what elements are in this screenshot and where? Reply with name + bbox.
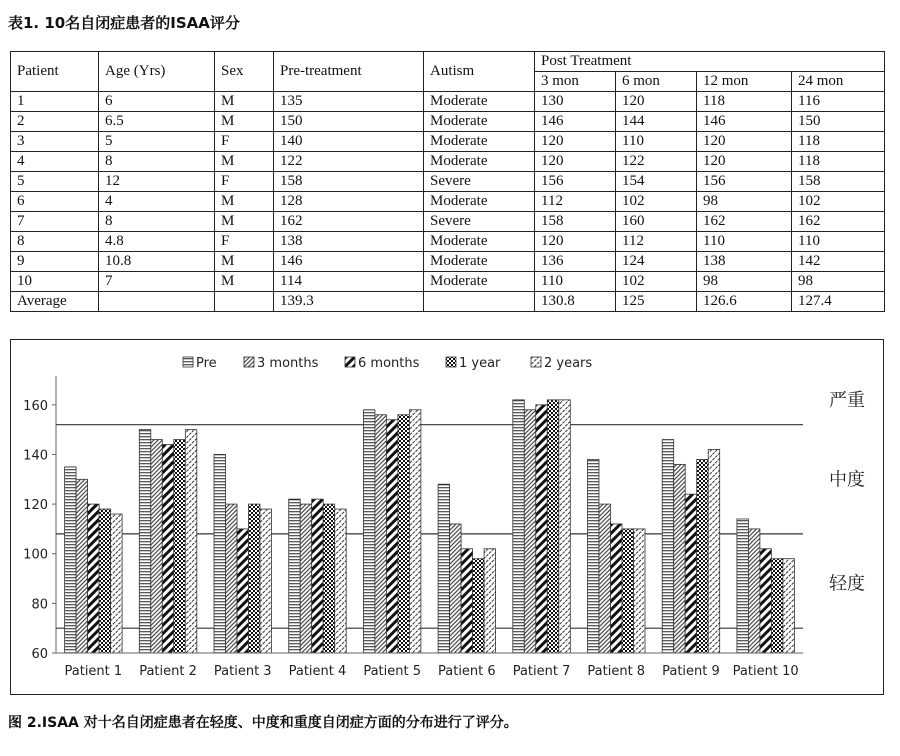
table-cell: 116 — [792, 92, 885, 112]
table-cell: 6.5 — [99, 112, 215, 132]
table-cell: 4 — [99, 192, 215, 212]
table-cell: 4 — [11, 152, 99, 172]
y-tick-label: 160 — [23, 398, 48, 414]
table-cell: 120 — [535, 152, 616, 172]
bar — [783, 559, 795, 653]
x-tick-label: Patient 4 — [288, 664, 347, 679]
x-tick-label: Patient 8 — [587, 664, 646, 679]
bar — [214, 454, 226, 653]
table-row — [11, 212, 885, 232]
table-cell: F — [215, 172, 274, 192]
table-row — [11, 292, 885, 312]
table-cell: 110 — [697, 232, 792, 252]
table-cell: 146 — [535, 112, 616, 132]
table-cell: 140 — [274, 132, 424, 152]
bar — [674, 464, 686, 653]
bar — [708, 449, 720, 653]
bar — [174, 440, 186, 653]
table-cell: M — [215, 152, 274, 172]
table-cell: Moderate — [424, 132, 535, 152]
bar — [634, 529, 646, 653]
bar — [473, 559, 485, 653]
table-cell: 7 — [11, 212, 99, 232]
table-cell: 112 — [616, 232, 697, 252]
bar-chart — [11, 340, 882, 693]
x-tick-label: Patient 2 — [139, 664, 197, 679]
table-row — [11, 252, 885, 272]
table-cell: 138 — [274, 232, 424, 252]
table-cell: 127.4 — [792, 292, 885, 312]
table-cell: M — [215, 92, 274, 112]
table-cell: Moderate — [424, 112, 535, 132]
bar — [139, 430, 151, 653]
table-cell — [215, 292, 274, 312]
table-cell: 6 — [99, 92, 215, 112]
table-cell: 112 — [535, 192, 616, 212]
table-cell: 118 — [792, 132, 885, 152]
table-cell: 122 — [274, 152, 424, 172]
bar — [335, 509, 347, 653]
y-tick-label: 120 — [23, 498, 48, 514]
table-cell: 118 — [792, 152, 885, 172]
bar — [662, 440, 674, 653]
legend-label: 1 year — [459, 356, 501, 371]
bar — [748, 529, 760, 653]
header-patient: Patient — [11, 52, 99, 92]
table-cell: 102 — [616, 272, 697, 292]
bar — [450, 524, 462, 653]
table-cell: Moderate — [424, 232, 535, 252]
table-cell: 162 — [792, 212, 885, 232]
bar — [363, 410, 375, 653]
table-cell: 142 — [792, 252, 885, 272]
table-row — [11, 272, 885, 292]
table-cell: 8 — [99, 212, 215, 232]
bar — [386, 420, 398, 653]
header-post-treatment: Post Treatment — [535, 52, 885, 72]
table-cell: 114 — [274, 272, 424, 292]
table-cell: 120 — [616, 92, 697, 112]
table-cell: 130.8 — [535, 292, 616, 312]
table-cell: M — [215, 212, 274, 232]
x-tick-label: Patient 1 — [64, 664, 123, 679]
table-caption: 表1. 10名自闭症患者的ISAA评分 — [8, 14, 240, 32]
bar — [461, 549, 473, 653]
bar — [559, 400, 571, 653]
table-cell: 139.3 — [274, 292, 424, 312]
bar — [162, 445, 174, 653]
table-cell: 98 — [792, 272, 885, 292]
table-cell: 4.8 — [99, 232, 215, 252]
table-cell: 10.8 — [99, 252, 215, 272]
bar — [737, 519, 749, 653]
bar — [536, 405, 548, 653]
table-cell: 126.6 — [697, 292, 792, 312]
table-cell: 160 — [616, 212, 697, 232]
bar — [524, 410, 536, 653]
table-cell: Moderate — [424, 272, 535, 292]
table-cell: 120 — [697, 152, 792, 172]
table-cell: F — [215, 232, 274, 252]
table-cell: 125 — [616, 292, 697, 312]
bar — [513, 400, 525, 653]
y-tick-label: 100 — [23, 547, 48, 563]
severity-label: 中度 — [829, 469, 865, 491]
x-axis — [56, 653, 803, 679]
table-row — [11, 132, 885, 152]
table-cell: 10 — [11, 272, 99, 292]
table-cell: Moderate — [424, 92, 535, 112]
table-row — [11, 112, 885, 132]
table-cell: 120 — [697, 132, 792, 152]
bar — [685, 494, 697, 653]
table-cell — [424, 292, 535, 312]
header-6-mon: 6 mon — [616, 72, 697, 92]
table-cell: M — [215, 252, 274, 272]
table-cell: 150 — [792, 112, 885, 132]
figure-caption: 图 2.ISAA 对十名自闭症患者在轻度、中度和重度自闭症方面的分布进行了评分。 — [8, 715, 518, 731]
table-cell: 110 — [616, 132, 697, 152]
x-tick-label: Patient 3 — [213, 664, 272, 679]
isaa-score-table — [10, 51, 885, 312]
table-cell: 150 — [274, 112, 424, 132]
table-cell: Average — [11, 292, 99, 312]
legend-label: 6 months — [358, 356, 420, 371]
severity-label: 轻度 — [829, 573, 865, 595]
table-cell: Moderate — [424, 152, 535, 172]
table-cell: 9 — [11, 252, 99, 272]
table-cell — [99, 292, 215, 312]
bar — [65, 467, 77, 653]
bar — [237, 529, 249, 653]
x-tick-label: Patient 9 — [662, 664, 720, 679]
bar — [375, 415, 387, 653]
bar — [289, 499, 301, 653]
table-cell: 135 — [274, 92, 424, 112]
bar — [588, 459, 600, 653]
table-cell: 7 — [99, 272, 215, 292]
table-cell: 6 — [11, 192, 99, 212]
severity-label: 严重 — [829, 389, 865, 411]
table-cell: 110 — [535, 272, 616, 292]
table-cell: 162 — [697, 212, 792, 232]
y-tick-label: 60 — [31, 647, 48, 662]
bar — [760, 549, 772, 653]
header-24-mon: 24 mon — [792, 72, 885, 92]
bar — [484, 549, 496, 653]
bars — [65, 400, 795, 653]
table-cell: 130 — [535, 92, 616, 112]
table-row — [11, 152, 885, 172]
header-3-mon: 3 mon — [535, 72, 616, 92]
table-cell: 2 — [11, 112, 99, 132]
table-body — [11, 92, 885, 312]
bar — [599, 504, 611, 653]
header-pre-treatment: Pre-treatment — [274, 52, 424, 92]
table-cell: M — [215, 112, 274, 132]
table-cell: 128 — [274, 192, 424, 212]
y-axis — [23, 376, 56, 662]
table-cell: 110 — [792, 232, 885, 252]
y-tick-label: 80 — [31, 597, 48, 613]
table-cell: M — [215, 272, 274, 292]
bar — [260, 509, 272, 653]
legend-swatch — [446, 357, 456, 367]
header-age: Age (Yrs) — [99, 52, 215, 92]
legend-swatch — [244, 357, 254, 367]
legend-swatch — [531, 357, 541, 367]
bar — [323, 504, 335, 653]
y-tick-label: 140 — [23, 448, 48, 464]
table-cell: 156 — [535, 172, 616, 192]
table-cell: 158 — [274, 172, 424, 192]
x-tick-label: Patient 10 — [732, 664, 799, 679]
table-row — [11, 172, 885, 192]
x-tick-label: Patient 7 — [512, 664, 571, 679]
table-cell: 136 — [535, 252, 616, 272]
table-cell: 5 — [11, 172, 99, 192]
table-row — [11, 192, 885, 212]
legend-swatch — [183, 357, 193, 367]
table-cell: 158 — [535, 212, 616, 232]
x-tick-label: Patient 5 — [363, 664, 421, 679]
bar — [398, 415, 410, 653]
table-row — [11, 232, 885, 252]
table-cell: Moderate — [424, 192, 535, 212]
table-cell: 154 — [616, 172, 697, 192]
header-autism: Autism — [424, 52, 535, 92]
table-cell: 5 — [99, 132, 215, 152]
bar — [697, 459, 709, 653]
bar — [99, 509, 111, 653]
table-cell: 162 — [274, 212, 424, 232]
table-cell: 146 — [697, 112, 792, 132]
table-cell: 118 — [697, 92, 792, 112]
table-row — [11, 92, 885, 112]
bar — [88, 504, 100, 653]
table-cell: 102 — [792, 192, 885, 212]
table-cell: 120 — [535, 132, 616, 152]
x-tick-label: Patient 6 — [438, 664, 496, 679]
table-cell: 120 — [535, 232, 616, 252]
table-cell: 98 — [697, 192, 792, 212]
bar — [438, 484, 450, 653]
bar — [312, 499, 324, 653]
table-cell: Moderate — [424, 252, 535, 272]
table-cell: 146 — [274, 252, 424, 272]
legend-swatch — [345, 357, 355, 367]
bar — [547, 400, 559, 653]
table-cell: 1 — [11, 92, 99, 112]
chart-frame — [10, 339, 884, 695]
legend-label: Pre — [196, 356, 217, 371]
table-cell: F — [215, 132, 274, 152]
bar — [300, 504, 312, 653]
header-sex: Sex — [215, 52, 274, 92]
bar — [76, 479, 88, 653]
table-cell: 122 — [616, 152, 697, 172]
header-12-mon: 12 mon — [697, 72, 792, 92]
bar — [249, 504, 261, 653]
legend-label: 3 months — [257, 356, 319, 371]
table-cell: 8 — [99, 152, 215, 172]
bar — [226, 504, 238, 653]
table-cell: Severe — [424, 212, 535, 232]
table-cell: 124 — [616, 252, 697, 272]
bar — [111, 514, 123, 653]
bar — [409, 410, 421, 653]
bar — [185, 430, 197, 653]
table-cell: 156 — [697, 172, 792, 192]
table-cell: 144 — [616, 112, 697, 132]
legend — [183, 356, 592, 371]
table-cell: 98 — [697, 272, 792, 292]
table-cell: 3 — [11, 132, 99, 152]
bar — [622, 529, 634, 653]
table-cell: 158 — [792, 172, 885, 192]
bar — [771, 559, 783, 653]
table-cell: 102 — [616, 192, 697, 212]
table-cell: Severe — [424, 172, 535, 192]
table-cell: 12 — [99, 172, 215, 192]
bar — [611, 524, 623, 653]
table-cell: 138 — [697, 252, 792, 272]
bar — [151, 440, 163, 653]
legend-label: 2 years — [544, 356, 593, 371]
severity-labels — [829, 390, 865, 595]
table-cell: 8 — [11, 232, 99, 252]
table-cell: M — [215, 192, 274, 212]
